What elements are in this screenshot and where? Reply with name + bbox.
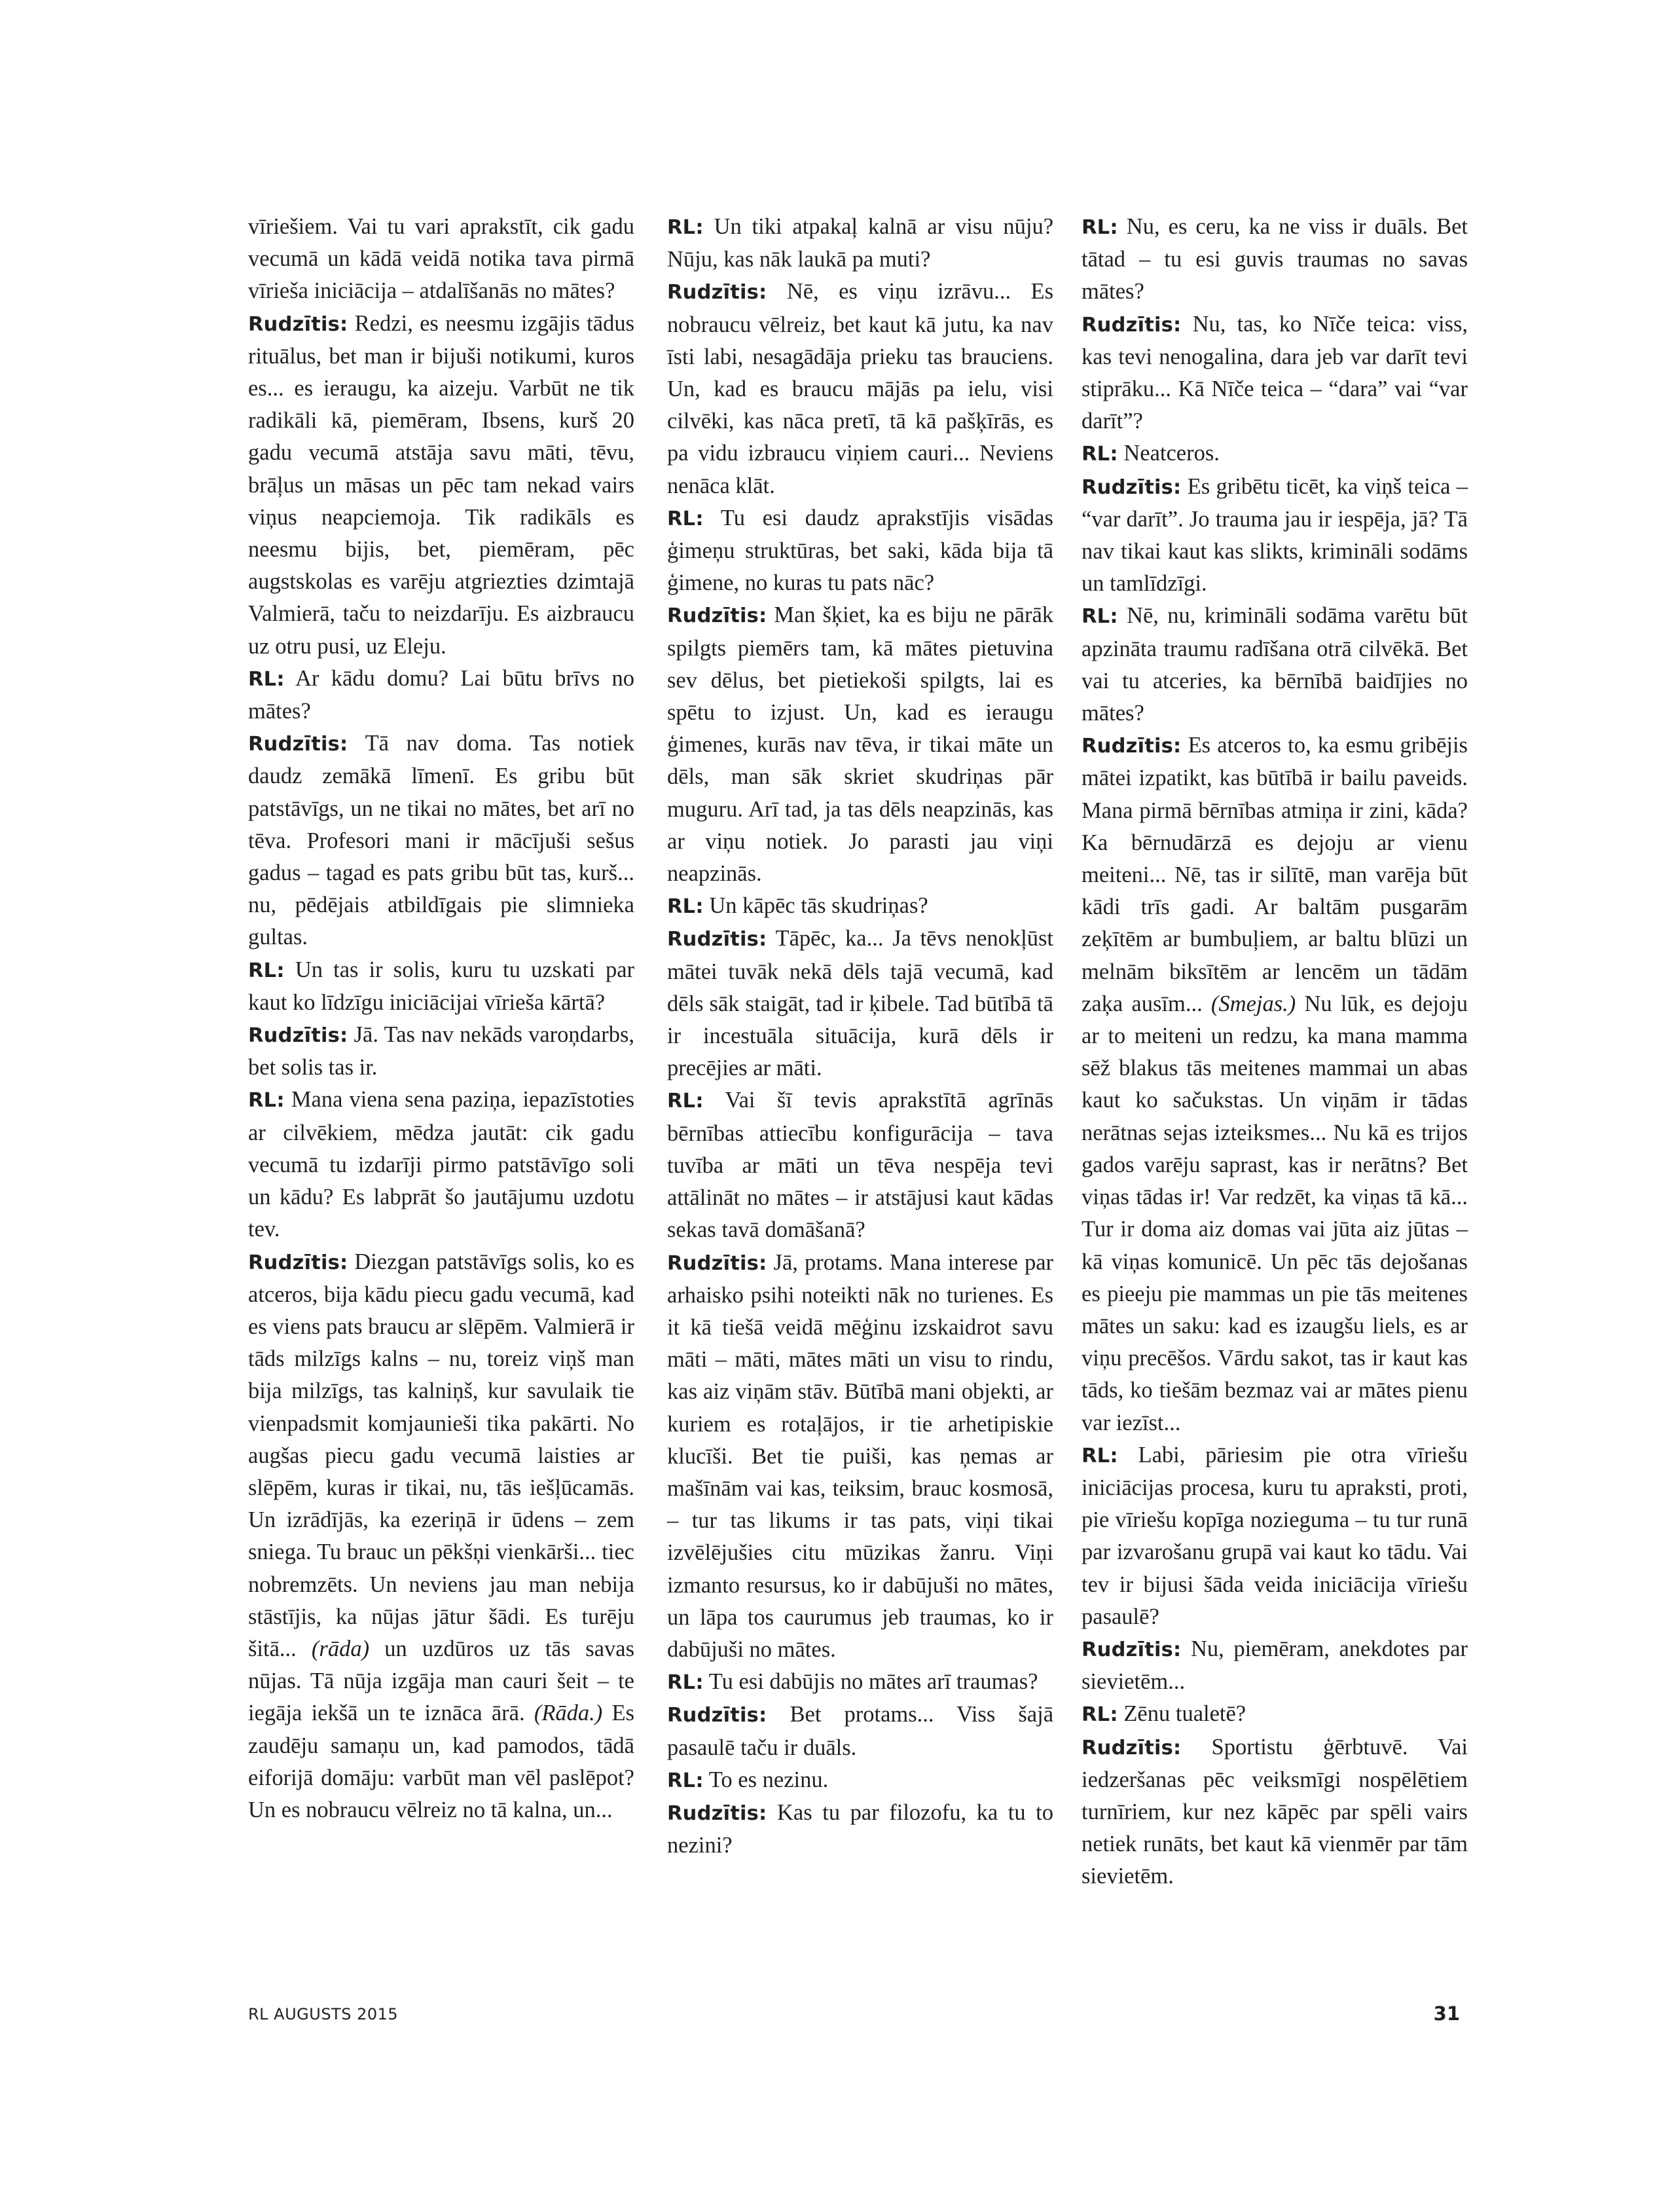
interview-paragraph (248, 728, 634, 953)
interview-paragraph (1082, 1698, 1468, 1731)
paragraph-text: Jā, protams. Mana interese par arhaisko psihi noteikti nāk no turienes. Es it kā tiešā veidā mēģinu izskaidrot savu māti – māti, mātes māti un visu to rindu, kas aiz viņām stāv. Būtībā mani objekti, ar kuriem es rotaļājos, ir tie arhetipiskie klucīši. Bet tie puiši, kas ņemas ar mašīnām vai kas, teiksim, brauc kosmosā, – tur tas likums ir tas pats, viņi tikai izvēlējušies citu mūzikas žanru. Viņi izmanto resursus, ko ir dabūjuši no mātes, un lāpa tos caurumus jeb traumas, ko ir dabūjuši no mātes. (667, 1249, 1053, 1662)
footer-publication: RL AUGUSTS 2015 (248, 2005, 399, 2023)
paragraph-text: Tāpēc, ka... Ja tēvs nenokļūst mātei tuvāk nekā dēls tajā vecumā, kad dēls sāk staigāt, tad ir ķibele. Tad būtībā tā ir incestuāla situācija, kurā dēls ir precējies ar māti. (667, 926, 1053, 1081)
interview-paragraph (1082, 437, 1468, 470)
speaker-label: RL: (1082, 1703, 1118, 1727)
interview-paragraph (667, 1699, 1053, 1763)
speaker-label: RL: (248, 667, 285, 691)
interview-paragraph (667, 1797, 1053, 1862)
interview-paragraph (667, 1764, 1053, 1797)
paragraph-text: Sportistu ģērbtuvē. Vai iedzeršanas pēc veiksmīgi nospēlētiem turnīriem, kur nez kāpēc par spēli vairs netiek runāts, bet kaut kā vienmēr par tām sievietēm. (1082, 1734, 1468, 1889)
interview-paragraph (1082, 1439, 1468, 1633)
paragraph-text: Redzi, es neesmu izgājis tādus rituālus, bet man ir bijuši notikumi, kuros es... es ieraugu, ka aizeju. Varbūt ne tik radikāli kā, piemēram, Ibsens, kurš 20 gadu vecumā atstāja savu māti, tēvu, brāļus un māsas un pēc tam nekad vairs viņus neapciemoja. Tik radikāls es neesmu bijis, bet, piemēram, pēc augstskolas es varēju atgriezties dzimtajā Valmierā, taču to neizdarīju. Es aizbraucu uz otru pusi, uz Eleju. (248, 310, 635, 659)
page-number: 31 (1433, 2002, 1460, 2025)
speaker-label: Rudzītis: (667, 1801, 767, 1825)
interview-paragraph (248, 1084, 634, 1245)
paragraph-text: Tu esi dabūjis no mātes arī traumas? (708, 1669, 1038, 1695)
interview-paragraph (248, 954, 634, 1019)
paragraph-text: Es atceros to, ka esmu gribējis mātei izpatikt, kas būtībā ir bailu paveids. Mana pirmā bērnības atmiņa ir zini, kāda? Ka bērnudārzā es dejoju ar vienu meiteni... Nē, tas ir silītē, man varēja būt kādi trīs gadi. Ar baltām pusgarām zeķītēm ar bumbuļiem, ar baltu blūzi un melnām biksītēm ar lencēm un tādām zaķa ausīm... (1082, 733, 1468, 1016)
interview-paragraph (667, 923, 1053, 1084)
interview-paragraph (248, 1019, 634, 1084)
paragraph-text: Man šķiet, ka es biju ne pārāk spilgts piemērs tam, kā mātes pietuvina sev dēlus, bet pietiekoši spilgts, lai es spētu to izjust. Un, kad es ieraugu ģimenes, kurās nav tēva, ir tikai māte un dēls, man sāk skriet skudriņas pār muguru. Arī tad, ja tas dēls neapzinās, kas ar viņu notiek. Jo parasti jau viņi neapzinās. (667, 602, 1054, 887)
paragraph-text: vīriešiem. Vai tu vari aprakstīt, cik gadu vecumā un kādā veidā notika tava pirmā vīrieša iniciācija – atdalīšanās no mātes? (248, 214, 634, 304)
interview-paragraph (667, 211, 1053, 276)
speaker-label: Rudzītis: (248, 312, 348, 336)
interview-paragraph (667, 276, 1053, 502)
interview-paragraph (248, 663, 634, 728)
paragraph-text: Nē, es viņu izrāvu... Es nobraucu vēlreiz, bet kaut kā jutu, ka nav īsti labi, nesagādāja prieku tas brauciens. Un, kad es braucu mājās pa ielu, visi cilvēki, kas nāca pretī, tā kā pašķīrās, es pa vidu izbraucu viņiem cauri... Neviens nenāca klāt. (667, 279, 1053, 498)
paragraph-text: Jā. Tas nav nekāds varoņdarbs, bet solis tas ir. (248, 1022, 635, 1080)
paragraph-text: un uzdūros uz tās savas nūjas. Tā nūja izgāja man cauri šeit – te iegāja iekšā un te iznāca ārā. (248, 1636, 635, 1726)
paragraph-text: Diezgan patstāvīgs solis, ko es atceros, bija kādu piecu gadu vecumā, kad es viens pats braucu ar slēpēm. Valmierā ir tāds milzīgs kalns – nu, toreiz viņš man bija milzīgs, tas kalniņš, kur savulaik tie vienpadsmit komjaunieši tika pakārti. No augšas piecu gadu vecumā laisties ar slēpēm, kuras ir tikai, nu, tās iešļūcamās. Un izrādījās, ka ezeriņā ir ūdens – zem sniega. Tu brauc un pēkšņi vienkārši... tiec nobremzēts. Un neviens jau man nebija stāstījis, ka nūjas jātur šādi. Es turēju šitā... (248, 1249, 635, 1661)
stage-direction: (rāda) (311, 1636, 370, 1661)
paragraph-text: Tu esi daudz aprakstījis visādas ģimeņu struktūras, bet saki, kāda bija tā ģimene, no kuras tu pats nāc? (667, 505, 1053, 596)
speaker-label: RL: (667, 1090, 704, 1113)
paragraph-text: Neatceros. (1123, 441, 1220, 466)
text-column-1 (248, 211, 634, 1826)
interview-paragraph (667, 1247, 1053, 1667)
speaker-label: Rudzītis: (1082, 735, 1182, 758)
paragraph-text: Nu, tas, ko Nīče teica: viss, kas tevi nenogalina, dara jeb var darīt tevi stiprāku... Kā Nīče teica – “dara” vai “var darīt”? (1082, 311, 1468, 434)
text-column-2 (667, 211, 1053, 1862)
speaker-label: Rudzītis: (1082, 475, 1182, 499)
speaker-label: RL: (1082, 605, 1118, 629)
paragraph-text: Un tas ir solis, kuru tu uzskati par kaut ko līdzīgu iniciācijai vīrieša kārtā? (248, 957, 634, 1015)
interview-paragraph (1082, 1633, 1468, 1698)
paragraph-text: Kas tu par filozofu, ka tu to nezini? (667, 1799, 1054, 1858)
speaker-label: Rudzītis: (1082, 1638, 1182, 1661)
paragraph-text: To es nezinu. (708, 1767, 829, 1792)
speaker-label: RL: (1082, 443, 1118, 466)
speaker-label: Rudzītis: (248, 1024, 348, 1048)
paragraph-text: Tā nav doma. Tas notiek daudz zemākā līmenī. Es gribu būt patstāvīgs, un ne tikai no mātes, bet arī no tēva. Profesori mani ir mācījuši sešus gadus – tagad es pats gribu būt tas, kurš... nu, pēdējais atbildīgais pie slimnieka gultas. (248, 731, 634, 950)
speaker-label: Rudzītis: (667, 1251, 767, 1275)
paragraph-text: Un tiki atpakaļ kalnā ar visu nūju? Nūju, kas nāk laukā pa muti? (667, 214, 1054, 272)
paragraph-text: Mana viena sena paziņa, iepazīstoties ar cilvēkiem, mēdza jautāt: cik gadu vecumā tu izdarīji pirmo patstāvīgo soli un kādu? Es labprāt šo jautājumu uzdotu tev. (248, 1087, 634, 1242)
paragraph-text: Es zaudēju samaņu un, kad pamodos, tādā eiforijā domāju: varbūt man vēl paslēpot? Un es nobraucu vēlreiz no tā kalna, un... (248, 1701, 635, 1822)
interview-paragraph (248, 1246, 634, 1827)
paragraph-text: Es gribētu ticēt, ka viņš teica – “var darīt”. Jo trauma jau ir iespēja, jā? Tā nav tikai kaut kas slikts, krimināli sodāms un tamlīdzīgi. (1082, 473, 1468, 597)
speaker-label: RL: (667, 216, 704, 239)
paragraph-text: Ar kādu domu? Lai būtu brīvs no mātes? (248, 665, 634, 724)
paragraph-text: Vai šī tevis aprakstītā agrīnās bērnības attiecību konfigurācija – tava tuvība ar māti un tēva nespēja tevi attālināt no mātes – ir atstājusi kaut kādas sekas tavā domāšanā? (667, 1088, 1053, 1243)
speaker-label: RL: (667, 895, 704, 919)
interview-paragraph (667, 1666, 1053, 1699)
paragraph-text: Labi, pāriesim pie otra vīriešu iniciācijas procesa, kuru tu apraksti, proti, pie vīriešu kopīga nozieguma – tu tur runā par izvarošanu grupā vai kaut ko tādu. Vai tev ir bijusi šāda veida iniciācija vīriešu pasaulē? (1082, 1442, 1468, 1629)
stage-direction: (Rāda.) (534, 1701, 603, 1726)
paragraph-text: Nu lūk, es dejoju ar to meiteni un redzu, ka mana mamma sēž blakus tās meitenes mammai un abas kaut ko sačukstas. Un viņām ir tādas nerātnas sejas izteiksmes... Nu kā es trijos gados varēju saprast, kas ir nerātns? Bet viņas tādas ir! Var redzēt, ka viņas tā kā... Tur ir doma aiz domas vai jūta aiz jūtas – kā viņas komunicē. Un pēc tās dejošanas es pieeju pie mammas un pie tās meitenes mātes un saku: kad es izaugšu liels, es ar viņu precēšos. Vārdu sakot, tas ir kaut kas tāds, ko tiešām bezmaz vai ar mātes pienu var iezīst... (1082, 991, 1468, 1435)
paragraph-text: Nu, es ceru, ka ne viss ir duāls. Bet tātad – tu esi guvis traumas no savas mātes? (1082, 214, 1468, 304)
text-column-3 (1082, 211, 1468, 1893)
interview-paragraph (667, 1084, 1053, 1246)
interview-paragraph (667, 890, 1053, 923)
interview-paragraph (248, 211, 634, 308)
interview-paragraph (667, 502, 1053, 600)
paragraph-text: Zēnu tualetē? (1123, 1701, 1246, 1727)
stage-direction: (Smejas.) (1210, 991, 1296, 1016)
speaker-label: Rudzītis: (667, 928, 767, 951)
speaker-label: RL: (248, 1089, 285, 1113)
speaker-label: RL: (667, 1769, 704, 1792)
speaker-label: Rudzītis: (248, 1251, 348, 1274)
interview-paragraph (1082, 211, 1468, 308)
speaker-label: Rudzītis: (667, 281, 767, 304)
speaker-label: Rudzītis: (1082, 313, 1182, 337)
speaker-label: Rudzītis: (248, 733, 348, 756)
paragraph-text: Nē, nu, krimināli sodāma varētu būt apzināta traumu radīšana otrā cilvēkā. Bet vai tu atceries, ka bērnībā baidījies no mātes? (1082, 603, 1468, 726)
paragraph-text: Nu, piemēram, anekdotes par sievietēm... (1082, 1636, 1468, 1695)
interview-paragraph (1082, 471, 1468, 600)
interview-paragraph (1082, 600, 1468, 729)
speaker-label: Rudzītis: (667, 604, 767, 628)
interview-paragraph (1082, 729, 1468, 1439)
speaker-label: RL: (1082, 1444, 1118, 1467)
speaker-label: RL: (1082, 216, 1118, 239)
interview-paragraph (1082, 308, 1468, 438)
speaker-label: Rudzītis: (1082, 1736, 1182, 1760)
interview-paragraph (248, 308, 634, 663)
speaker-label: RL: (667, 1671, 704, 1695)
paragraph-text: Bet protams... Viss šajā pasaulē taču ir duāls. (667, 1702, 1054, 1760)
paragraph-text: Un kāpēc tās skudriņas? (709, 893, 928, 919)
speaker-label: RL: (667, 507, 704, 530)
interview-paragraph (667, 599, 1053, 890)
speaker-label: RL: (248, 959, 285, 982)
speaker-label: Rudzītis: (667, 1704, 767, 1727)
interview-paragraph (1082, 1731, 1468, 1893)
